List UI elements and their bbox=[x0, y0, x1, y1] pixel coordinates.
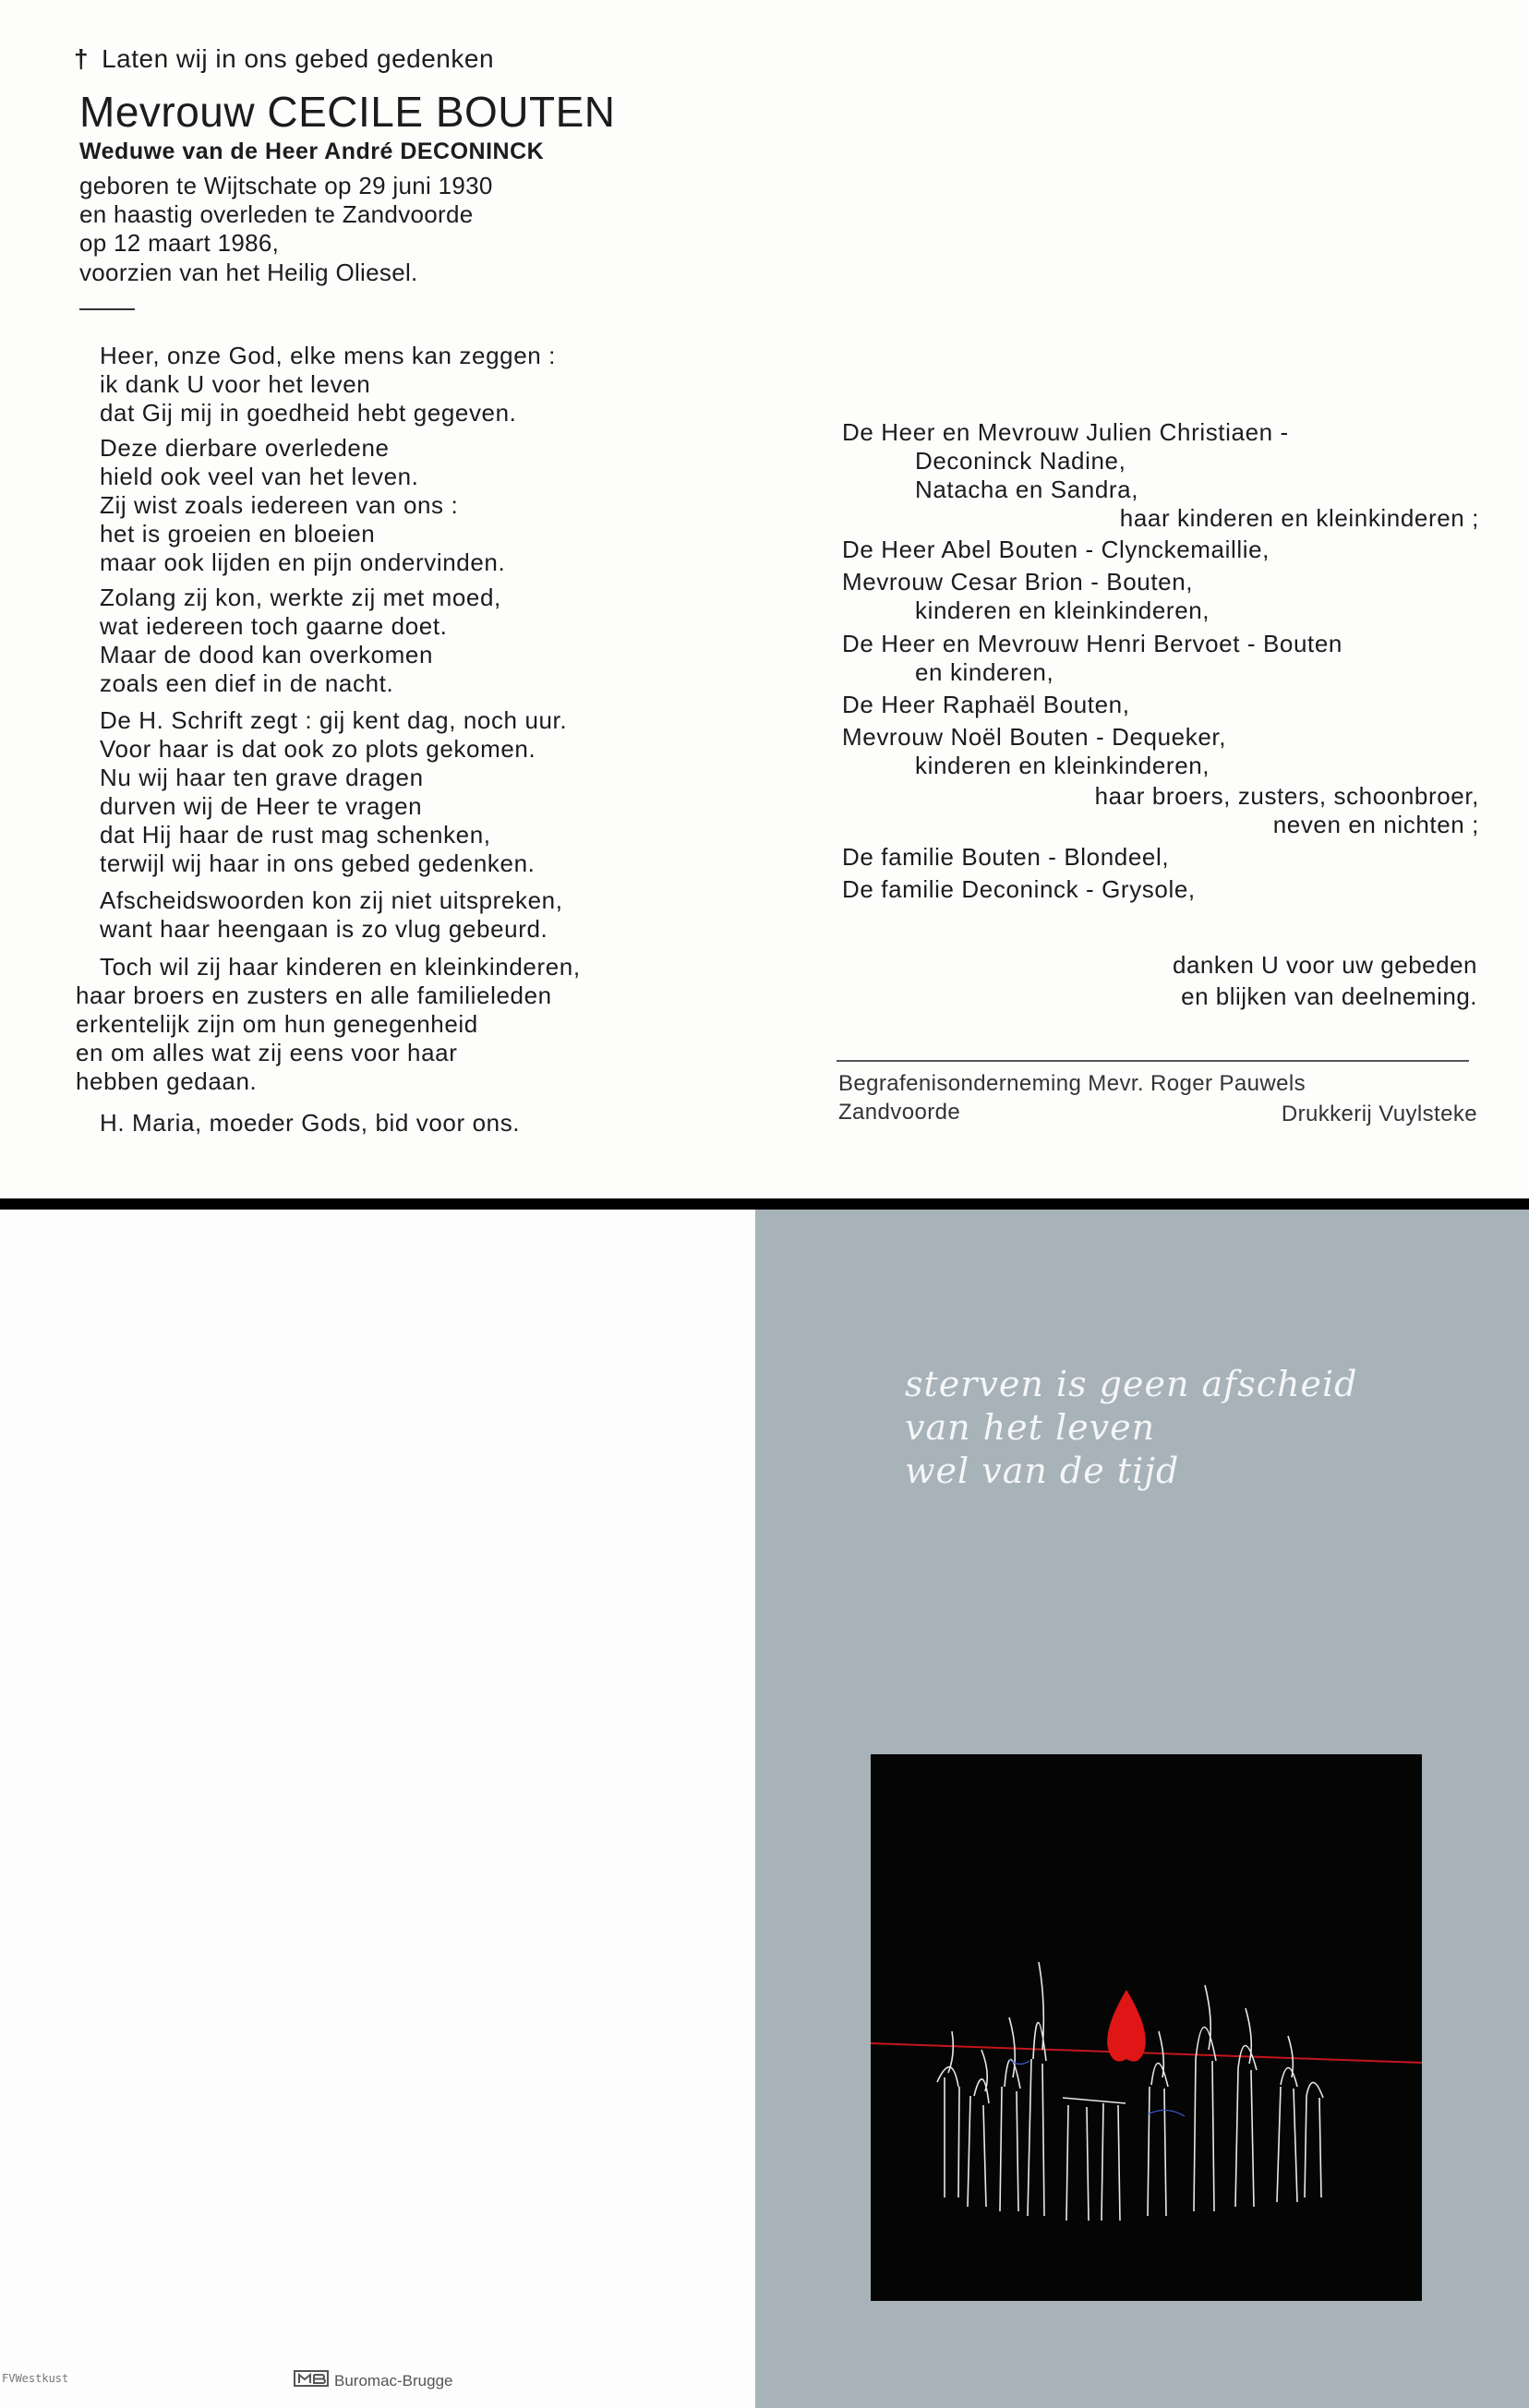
poem-line: hield ook veel van het leven. bbox=[100, 463, 419, 490]
family-line: De Heer en Mevrouw Henri Bervoet - Bouten bbox=[842, 630, 1342, 657]
poem-line: wat iedereen toch gaarne doet. bbox=[100, 612, 448, 640]
poem-line: Heer, onze God, elke mens kan zeggen : bbox=[100, 342, 556, 369]
deceased-name: Mevrouw CECILE BOUTEN bbox=[79, 88, 616, 136]
poem-line: Toch wil zij haar kinderen en kleinkinderen, bbox=[100, 953, 581, 981]
poem-line: hebben gedaan. bbox=[76, 1067, 258, 1095]
poem-line: het is groeien en bloeien bbox=[100, 520, 376, 548]
family-line: kinderen en kleinkinderen, bbox=[915, 752, 1210, 779]
printer-name: Buromac-Brugge bbox=[334, 2372, 453, 2390]
family-line: Deconinck Nadine, bbox=[915, 447, 1126, 475]
cover-quote-line: sterven is geen afscheid bbox=[905, 1364, 1358, 1404]
family-line: en kinderen, bbox=[915, 658, 1054, 686]
poem-line: zoals een dief in de nacht. bbox=[100, 669, 394, 697]
inner-spread bbox=[0, 0, 1529, 1198]
funeral-place: Zandvoorde bbox=[838, 1100, 961, 1125]
footer-rule bbox=[837, 1060, 1469, 1062]
red-flame-heart bbox=[1107, 1990, 1146, 2062]
poem-line: want haar heengaan is zo vlug gebeurd. bbox=[100, 915, 548, 943]
family-line: De familie Bouten - Blondeel, bbox=[842, 843, 1170, 871]
poem-line: Nu wij haar ten grave dragen bbox=[100, 764, 424, 791]
bio-line: en haastig overleden te Zandvoorde bbox=[79, 200, 474, 228]
watermark: FVWestkust bbox=[2, 2372, 69, 2385]
blue-accents bbox=[1009, 2059, 1185, 2116]
poem-line: terwijl wij haar in ons gebed gedenken. bbox=[100, 849, 536, 877]
prayer-header-text: Laten wij in ons gebed gedenken bbox=[102, 44, 495, 73]
printer-logo-icon bbox=[294, 2369, 329, 2388]
thanks-line: en blijken van deelneming. bbox=[1181, 982, 1477, 1010]
poem-line: durven wij de Heer te vragen bbox=[100, 792, 423, 820]
poem-line: dat Gij mij in goedheid hebt gegeven. bbox=[100, 399, 517, 427]
cross-icon: † bbox=[74, 44, 90, 73]
poem-line: haar broers en zusters en alle familieleden bbox=[76, 981, 552, 1009]
poem-line: Voor haar is dat ook zo plots gekomen. bbox=[100, 735, 536, 763]
family-line: Natacha en Sandra, bbox=[915, 476, 1139, 503]
prayer-header bbox=[74, 46, 494, 72]
funeral-home: Begrafenisonderneming Mevr. Roger Pauwels bbox=[838, 1071, 1306, 1096]
candles-illustration bbox=[871, 1754, 1422, 2301]
print-shop: Drukkerij Vuylsteke bbox=[1281, 1102, 1477, 1126]
poem-line: dat Hij haar de rust mag schenken, bbox=[100, 821, 491, 849]
bio-line: voorzien van het Heilig Oliesel. bbox=[79, 259, 418, 286]
family-line: De Heer Raphaël Bouten, bbox=[842, 691, 1130, 718]
poem-line: Afscheidswoorden kon zij niet uitspreken, bbox=[100, 886, 563, 914]
poem-line: ik dank U voor het leven bbox=[100, 370, 371, 398]
cover-quote-line: van het leven bbox=[905, 1407, 1156, 1448]
poem-line: Maar de dood kan overkomen bbox=[100, 641, 434, 668]
poem-line: Deze dierbare overledene bbox=[100, 434, 390, 462]
poem-line: Zij wist zoals iedereen van ons : bbox=[100, 491, 459, 519]
family-line: neven en nichten ; bbox=[1272, 811, 1479, 838]
bio-line: op 12 maart 1986, bbox=[79, 229, 280, 257]
widow-of: Weduwe van de Heer André DECONINCK bbox=[79, 138, 545, 164]
poem-line: maar ook lijden en pijn ondervinden. bbox=[100, 548, 506, 576]
family-line: haar kinderen en kleinkinderen ; bbox=[1119, 504, 1479, 532]
family-line: De familie Deconinck - Grysole, bbox=[842, 875, 1196, 903]
family-line: haar broers, zusters, schoonbroer, bbox=[1094, 782, 1479, 810]
family-line: Mevrouw Cesar Brion - Bouten, bbox=[842, 568, 1194, 596]
poem-line: H. Maria, moeder Gods, bid voor ons. bbox=[100, 1109, 521, 1137]
family-line: Mevrouw Noël Bouten - Dequeker, bbox=[842, 723, 1227, 751]
candles-artwork bbox=[871, 1754, 1422, 2301]
cover-quote-line: wel van de tijd bbox=[905, 1451, 1180, 1491]
family-line: De Heer en Mevrouw Julien Christiaen - bbox=[842, 418, 1289, 446]
divider bbox=[79, 308, 135, 310]
poem-line: erkentelijk zijn om hun genegenheid bbox=[76, 1010, 478, 1038]
family-line: De Heer Abel Bouten - Clynckemaillie, bbox=[842, 536, 1270, 563]
back-cover bbox=[0, 1210, 755, 2408]
family-line: kinderen en kleinkinderen, bbox=[915, 596, 1210, 624]
bio-line: geboren te Wijtschate op 29 juni 1930 bbox=[79, 172, 493, 199]
poem-line: De H. Schrift zegt : gij kent dag, noch uur. bbox=[100, 706, 568, 734]
thanks-line: danken U voor uw gebeden bbox=[1172, 951, 1477, 979]
poem-line: en om alles wat zij eens voor haar bbox=[76, 1039, 458, 1066]
poem-line: Zolang zij kon, werkte zij met moed, bbox=[100, 584, 501, 611]
